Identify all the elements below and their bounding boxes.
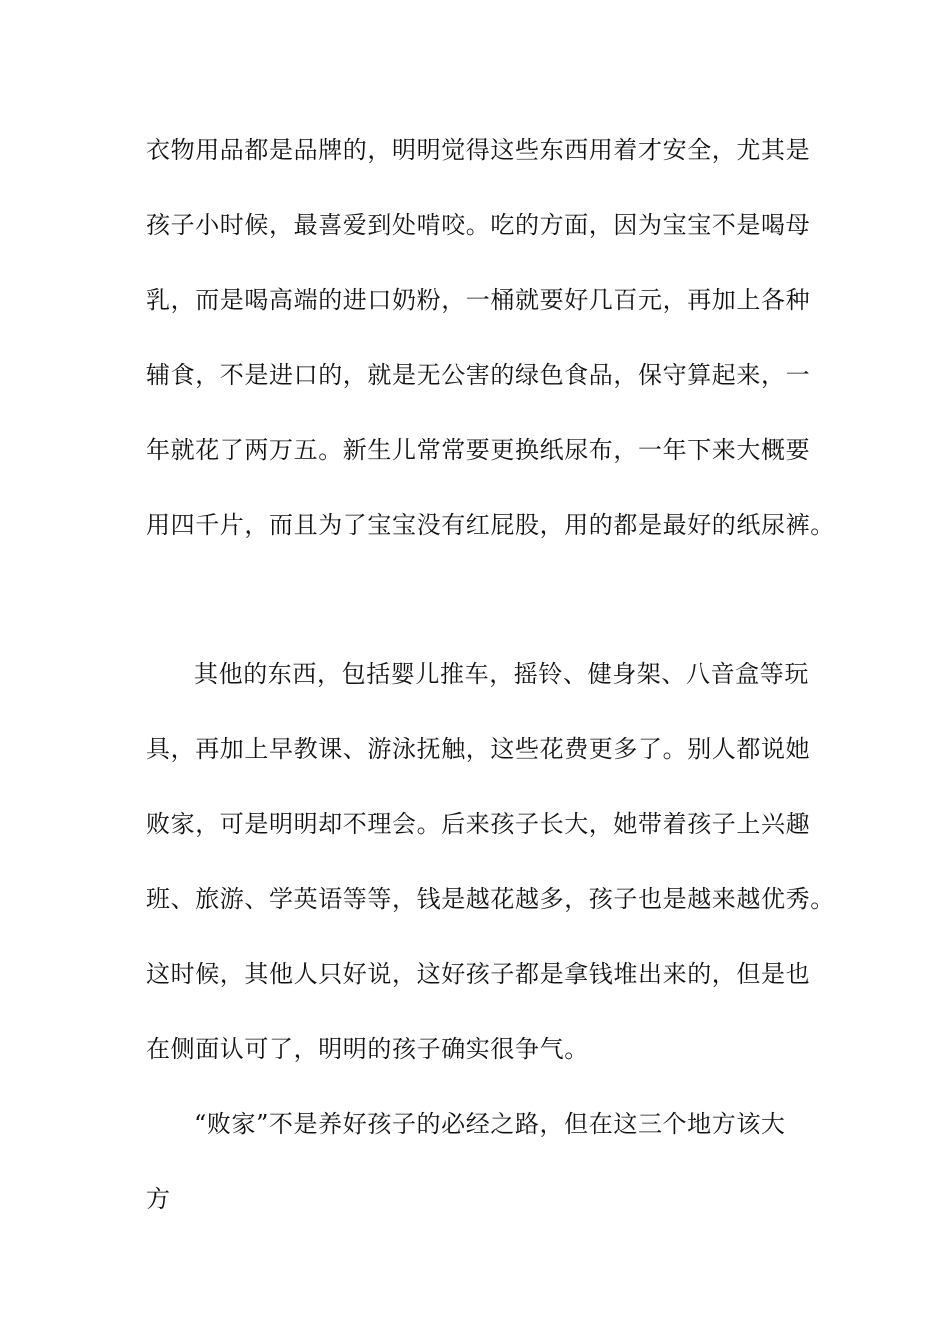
paragraph-1-line-4: 辅食，不是进口的，就是无公害的绿色食品，保守算起来，一 [146, 361, 811, 389]
paragraph-2-line-6: 在侧面认可了，明明的孩子确实很争气。 [146, 1035, 589, 1063]
paragraph-1-line-1: 衣物用品都是品牌的，明明觉得这些东西用着才安全，尤其是 [146, 136, 811, 164]
paragraph-2-line-2: 具，再加上早教课、游泳抚触，这些花费更多了。别人都说她 [146, 735, 811, 763]
paragraph-1-line-5: 年就花了两万五。新生儿常常要更换纸尿布，一年下来大概要 [146, 436, 811, 464]
paragraph-1-line-2: 孩子小时候，最喜爱到处啃咬。吃的方面，因为宝宝不是喝母 [146, 211, 811, 239]
paragraph-2-line-3: 败家，可是明明却不理会。后来孩子长大，她带着孩子上兴趣 [146, 810, 811, 838]
paragraph-3-line-2: 方 [146, 1185, 171, 1213]
paragraph-1-line-3: 乳，而是喝高端的进口奶粉，一桶就要好几百元，再加上各种 [146, 286, 811, 314]
paragraph-2-line-1: 其他的东西，包括婴儿推车，摇铃、健身架、八音盒等玩 [194, 660, 809, 688]
paragraph-1-line-6: 用四千片，而且为了宝宝没有红屁股，用的都是最好的纸尿裤。 [146, 511, 835, 539]
paragraph-3-line-1: “败家”不是养好孩子的必经之路，但在这三个地方该大 [194, 1110, 786, 1138]
paragraph-2-line-5: 这时候，其他人只好说，这好孩子都是拿钱堆出来的，但是也 [146, 960, 811, 988]
paragraph-2-line-4: 班、旅游、学英语等等，钱是越花越多，孩子也是越来越优秀。 [146, 885, 835, 913]
